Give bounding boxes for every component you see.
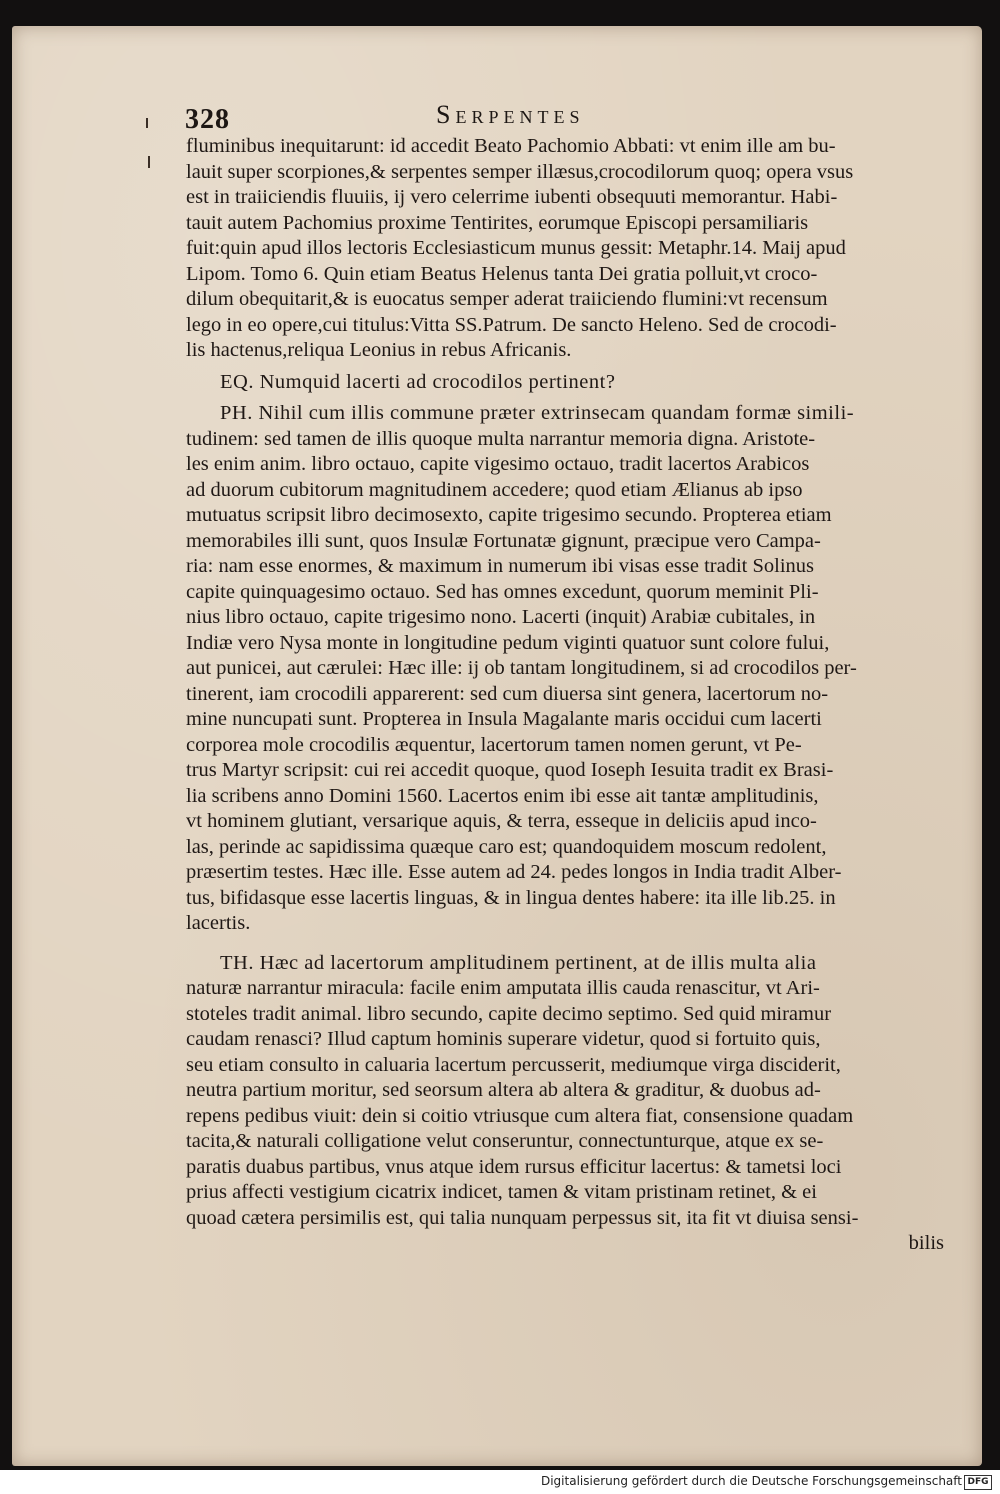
margin-mark — [148, 156, 150, 168]
text-line: mutuatus scripsit libro decimosexto, capite trigesimo secundo. Propterea etiam — [186, 504, 832, 526]
text-line: PH. Nihil cum illis commune præter extrinsecam quandam formæ simili- — [220, 402, 855, 424]
main-text — [186, 134, 950, 1257]
running-title: Serpentes — [436, 100, 585, 129]
text-line: quoad cætera persimilis est, qui talia nunquam perpessus sit, ita fit vt diuisa sensi- — [186, 1206, 859, 1229]
text-line: tus, bifidasque esse lacertis linguas, & in lingua dentes habere: ita ille lib.25. in — [186, 886, 836, 909]
text-line: lego in eo opere,cui titulus:Vitta SS.Patrum. De sancto Heleno. Sed de crocodi- — [186, 313, 837, 336]
paragraph-continued — [186, 134, 950, 364]
text-line: seu etiam consulto in caluaria lacertum percusserit, mediumque virga disciderit, — [186, 1053, 841, 1076]
text-line: corporea mole crocodilis æquentur, lacertorum tamen nomen gerunt, vt Pe- — [186, 733, 802, 756]
text-line: stoteles tradit animal. libro secundo, capite decimo septimo. Sed quid miramur — [186, 1002, 832, 1025]
text-line: paratis duabus partibus, vnus atque idem rursus efficitur lacertus: & tametsi loci — [186, 1155, 842, 1178]
text-line: fuit:quin apud illos lectoris Ecclesiasticum munus gessit: Metaphr.14. Maij apud — [186, 237, 846, 259]
text-line: Lipom. Tomo 6. Quin etiam Beatus Helenus tanta Dei gratia polluit,vt croco- — [186, 262, 818, 285]
text-line: EQ. Numquid lacerti ad crocodilos pertinent? — [220, 370, 616, 393]
text-line: les enim anim. libro octauo, capite vigesimo octauo, tradit lacertos Arabicos — [186, 453, 810, 475]
page-number: 328 — [185, 104, 230, 135]
paragraph-th — [186, 951, 950, 1232]
text-line: tudinem: sed tamen de illis quoque multa narrantur memoria digna. Aristote- — [186, 427, 816, 450]
text-line: tauit autem Pachomius proxime Tentirites, eorumque Episcopi persamiliaris — [186, 211, 809, 234]
text-line: lacertis. — [186, 912, 251, 934]
text-line: Indiæ vero Nysa monte in longitudine pedum viginti quatuor sunt colore fului, — [186, 631, 830, 654]
text-line: lauit super scorpiones,& serpentes semper illæsus,crocodilorum quoq; opera vsus — [186, 160, 854, 183]
text-line: aut punicei, aut cærulei: Hæc ille: ij ob tantam longitudinem, si ad crocodilos per- — [186, 657, 857, 679]
text-line: ad duorum cubitorum magnitudinem accedere; quod etiam Ælianus ab ipso — [186, 478, 803, 501]
footer-bar — [0, 1470, 1000, 1494]
text-line: lia scribens anno Domini 1560. Lacertos enim ibi esse ait tantæ amplitudinis, — [186, 784, 819, 807]
funding-credit: Digitalisierung gefördert durch die Deutsche Forschungsgemeinschaft — [540, 1474, 962, 1488]
text-line: ria: nam esse enormes, & maximum in numerum ibi visas esse tradit Solinus — [186, 555, 815, 577]
text-line: vt hominem glutiant, versarique aquis, & terra, esseque in deliciis apud inco- — [186, 810, 817, 832]
text-line: est in traiiciendis fluuiis, ij vero celerrime iubenti obsequuti memorantur. Habi- — [186, 186, 838, 208]
text-line: tacita,& naturali colligatione velut conseruntur, connectunturque, atque ex se- — [186, 1130, 824, 1152]
text-line: caudam renasci? Illud captum hominis superare videtur, quod si fortuito quis, — [186, 1028, 821, 1050]
text-line: tinerent, iam crocodili apparerent: sed cum diuersa sint genera, lacertorum no- — [186, 682, 829, 705]
text-line: capite quinquagesimo octauo. Sed has omnes excedunt, quorum meminit Pli- — [186, 580, 819, 603]
catchword: bilis — [908, 1232, 944, 1254]
margin-mark — [146, 118, 148, 128]
paragraph-ph — [186, 401, 950, 937]
catchword-row — [186, 1231, 950, 1257]
text-line: præsertim testes. Hæc ille. Esse autem ad 24. pedes longos in India tradit Alber- — [186, 861, 842, 883]
paragraph-eq — [186, 370, 950, 396]
text-line: las, perinde ac sapidissima quæque caro est; quandoquidem moscum redolent, — [186, 835, 827, 858]
text-line: mine nuncupati sunt. Propterea in Insula Magalante maris occidui cum lacerti — [186, 708, 822, 730]
text-line: TH. Hæc ad lacertorum amplitudinem pertinent, at de illis multa alia — [220, 951, 817, 974]
dfg-logo: DFG — [964, 1475, 992, 1490]
text-line: trus Martyr scripsit: cui rei accedit quoque, quod Ioseph Iesuita tradit ex Brasi- — [186, 759, 834, 781]
text-line: lis hactenus,reliqua Leonius in rebus Africanis. — [186, 339, 572, 361]
text-line: prius affecti vestigium cicatrix indicet, tamen & vitam pristinam retinet, & ei — [186, 1181, 817, 1203]
text-line: repens pedibus viuit: dein si coitio vtriusque cum altera fiat, consensione quadam — [186, 1104, 854, 1127]
text-line: nius libro octauo, capite trigesimo nono. Lacerti (inquit) Arabiæ cubitales, in — [186, 606, 816, 628]
text-line: naturæ narrantur miracula: facile enim amputata illis cauda renascitur, vt Ari- — [186, 977, 820, 999]
text-line: dilum obequitarit,& is euocatus semper aderat traiiciendo flumini:vt recensum — [186, 288, 828, 310]
text-line: fluminibus inequitarunt: id accedit Beato Pachomio Abbati: vt enim ille am bu- — [186, 135, 836, 157]
text-line: memorabiles illi sunt, quos Insulæ Fortunatæ gignunt, præcipue vero Campa- — [186, 529, 821, 552]
text-line: neutra partium moritur, sed seorsum altera ab altera & graditur, & duobus ad- — [186, 1079, 821, 1101]
